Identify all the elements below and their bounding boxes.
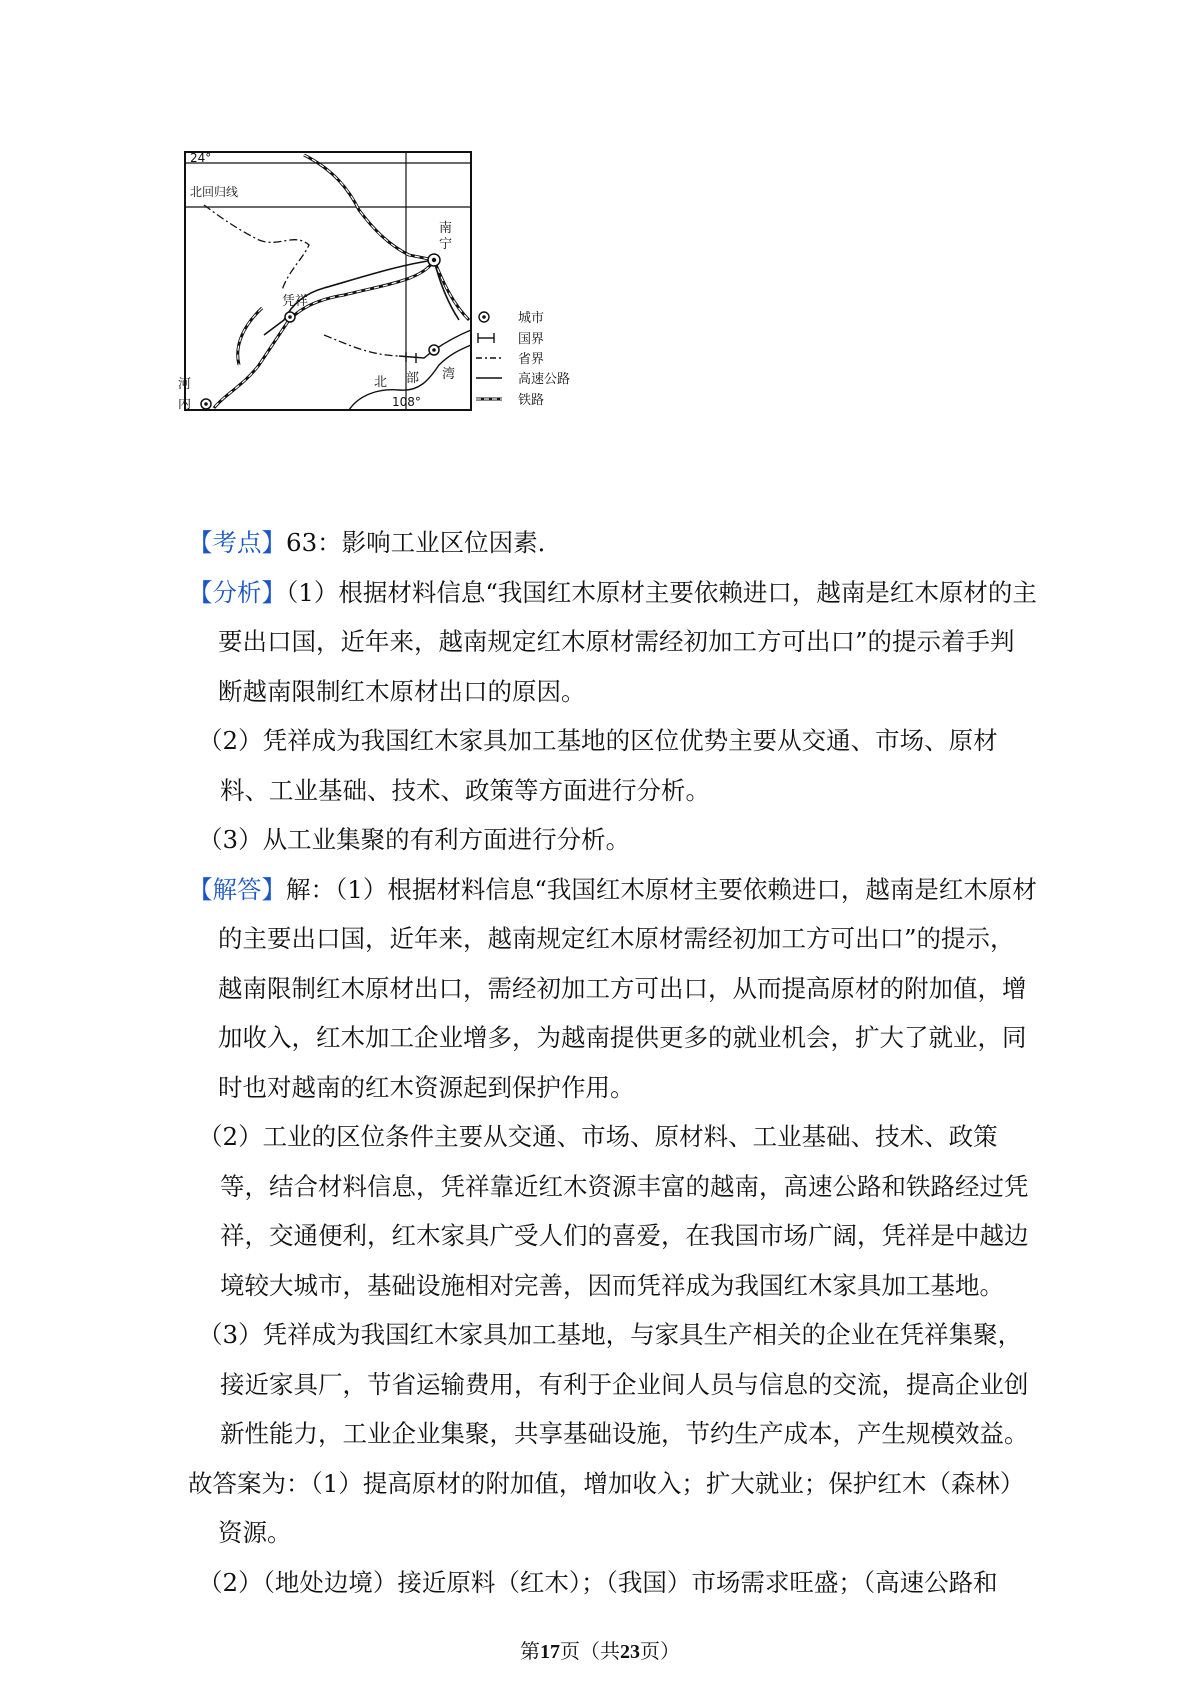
legend-highway-label: 高速公路	[518, 372, 571, 387]
nanning-label-1: 南	[439, 221, 453, 236]
nanning-label-2: 宁	[439, 237, 453, 252]
footer-page-number: 17	[540, 1641, 560, 1663]
gulf-label-1: 北	[374, 375, 388, 390]
province-border-2	[324, 335, 399, 356]
legend-province-label: 省界	[518, 352, 545, 367]
jieda-text-1: 解：（1）根据材料信息“我国红木原材主要依赖进口，越南是红木原材的主要出口国，近年来，越南规定红木原材需经初加工方可出口”的提示，越南限制红木原材出口，需经初加工方可出口，从而提高原材的附加值，增加收入，红木加工企业增多，为越南提供更多的就业机会，扩大了就业，同时也对越南的红木资源起到保护作用。	[218, 874, 1037, 1102]
jieda-paragraph-1	[188, 865, 1038, 1113]
fenxi-tag: 【分析】	[188, 577, 286, 607]
tropic-label: 北回归线	[190, 185, 239, 199]
fenxi-paragraph-3: （3）从工业集聚的有利方面进行分析。	[198, 825, 631, 854]
pingxiang-label: 凭祥	[282, 294, 309, 309]
fenxi-paragraph-1	[188, 568, 1038, 717]
footer-total-pages: 23	[620, 1641, 640, 1663]
legend-city-label: 城市	[518, 311, 545, 326]
railway-line	[214, 155, 469, 408]
map-svg	[178, 151, 654, 450]
jieda-paragraph-2: （2）工业的区位条件主要从交通、市场、原材料、工业基础、技术、政策等，结合材料信息，凭祥靠近红木资源丰富的越南，高速公路和铁路经过凭祥，交通便利，红木家具广受人们的喜爱，在我国市场广阔，凭祥是中越边境较大城市，基础设施相对完善，因而凭祥成为我国红木家具加工基地。	[198, 1122, 1029, 1300]
gulf-label-2: 部	[406, 371, 420, 386]
page-footer	[0, 1635, 1200, 1664]
footer-mid: 页（共	[560, 1639, 620, 1663]
fenxi-text-1: （1）根据材料信息“我国红木原材主要依赖进口，越南是红木原材的主要出口国，近年来，越南规定红木原材需经初加工方可出口”的提示着手判断越南限制红木原材出口的原因。	[218, 577, 1037, 706]
kaodian-paragraph	[188, 518, 1038, 568]
kaodian-tag: 【考点】	[188, 528, 286, 557]
hanoi-city	[201, 399, 211, 409]
city-icon	[479, 312, 489, 322]
legend-national-label: 国界	[518, 332, 545, 347]
map-figure	[178, 151, 654, 450]
gulf-label-3: 湾	[442, 367, 456, 382]
hanoi-label-1: 河	[178, 377, 192, 392]
kaodian-text: 63：影响工业区位因素．	[286, 528, 563, 557]
fenxi-paragraph-2: （2）凭祥成为我国红木家具加工基地的区位优势主要从交通、市场、原材料、工业基础、技术、政策等方面进行分析。	[198, 726, 998, 805]
pingxiang-city	[285, 312, 295, 322]
jieda-tag: 【解答】	[188, 874, 286, 904]
national-border-icon	[478, 333, 494, 343]
province-border	[204, 205, 309, 290]
legend	[476, 311, 570, 408]
hanoi-label-2: 内	[178, 397, 192, 412]
footer-suffix: 页）	[640, 1639, 680, 1663]
legend-railway-label: 铁路	[518, 393, 545, 408]
lat-label: 24°	[190, 151, 212, 165]
answer-paragraph-2: （2）（地处边境）接近原料（红木）；（我国）市场需求旺盛；（高速公路和	[198, 1567, 998, 1597]
lon-label: 108°	[392, 395, 421, 409]
footer-prefix: 第	[520, 1639, 540, 1663]
jieda-paragraph-3: （3）凭祥成为我国红木家具加工基地，与家具生产相关的企业在凭祥集聚，接近家具厂，节省运输费用，有利于企业间人员与信息的交流，提高企业创新性能力，工业企业集聚，共享基础设施，节约生产成本，产生规模效益。	[198, 1320, 1029, 1448]
nanning-city	[428, 254, 440, 266]
beihai-city	[429, 345, 439, 355]
answer-paragraph-1: 故答案为：（1）提高原材的附加值，增加收入；扩大就业；保护红木（森林）资源。	[188, 1468, 1025, 1547]
analysis-body	[188, 518, 1038, 1607]
